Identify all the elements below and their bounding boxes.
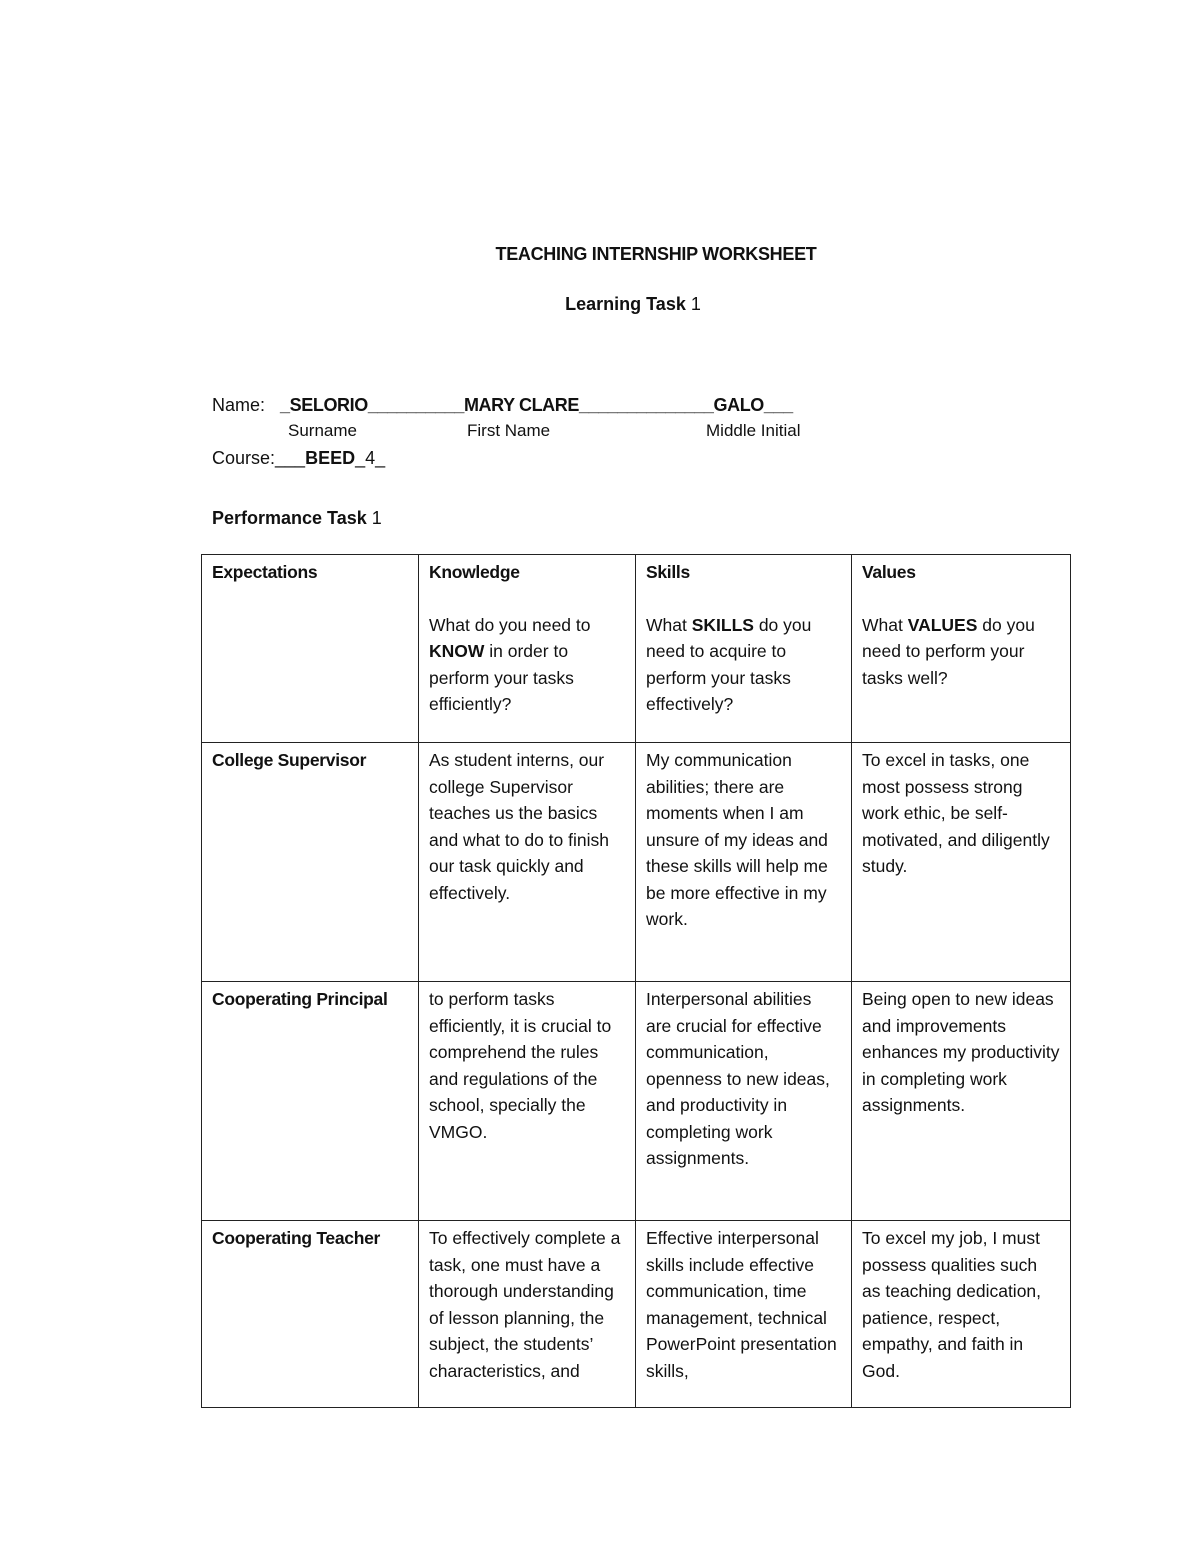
skills-header: Skills: [646, 562, 690, 582]
header-cell-values: [852, 555, 1071, 743]
performance-task-heading: [212, 508, 382, 529]
table-row: [202, 982, 1071, 1221]
course-value-suffix: _4_: [355, 448, 386, 468]
name-label: Name:: [212, 395, 281, 415]
header-cell-knowledge: [419, 555, 636, 743]
role-college-supervisor: College Supervisor: [202, 743, 419, 982]
performance-task-label: Performance Task: [212, 508, 367, 528]
role-cooperating-principal: Cooperating Principal: [202, 982, 419, 1221]
skills-cell: My communication abilities; there are moments when I am unsure of my ideas and these skills will help me be more effective in my work.: [636, 743, 852, 982]
values-prompt: [862, 615, 1035, 688]
skills-cell: Interpersonal abilities are crucial for effective communication, openness to new ideas, and productivity in completing work assignments.: [636, 982, 852, 1221]
expectations-header: Expectations: [212, 562, 318, 582]
knowledge-cell: To effectively complete a task, one must have a thorough understanding of lesson planning, the subject, the students’ characteristics, and: [419, 1221, 636, 1408]
name-value: _SELORIO__________MARY CLARE______________GALO___: [280, 395, 793, 415]
course-line: [212, 448, 385, 469]
skills-prompt-post: do you need to acquire to perform your tasks effectively?: [646, 614, 812, 714]
worksheet-title: TEACHING INTERNSHIP WORKSHEET: [495, 244, 817, 264]
skills-prompt-key: SKILLS: [691, 614, 754, 635]
knowledge-prompt: [429, 615, 591, 715]
course-label: Course:: [212, 448, 276, 468]
performance-task-number: 1: [366, 508, 382, 528]
expectations-table: [201, 554, 1071, 1408]
name-line: [212, 395, 793, 416]
table-row: [202, 1221, 1071, 1408]
first-name-caption: First Name: [467, 421, 551, 440]
course-value: BEED: [305, 448, 356, 468]
knowledge-cell: As student interns, our college Supervisor teaches us the basics and what to do to finish our task quickly and effectively.: [419, 743, 636, 982]
values-prompt-pre: What: [862, 614, 908, 635]
values-cell: To excel in tasks, one most possess strong work ethic, be self-motivated, and diligently study.: [852, 743, 1071, 982]
table-header-row: [202, 555, 1071, 743]
values-prompt-post: do you need to perform your tasks well?: [862, 614, 1035, 688]
table-row: [202, 743, 1071, 982]
skills-cell: Effective interpersonal skills include effective communication, time management, technical PowerPoint presentation skills,: [636, 1221, 852, 1408]
values-cell: Being open to new ideas and improvements enhances my productivity in completing work assignments.: [852, 982, 1071, 1221]
surname-caption: Surname: [288, 421, 357, 440]
role-cooperating-teacher: Cooperating Teacher: [202, 1221, 419, 1408]
knowledge-prompt-post: in order to perform your tasks efficiently?: [429, 641, 574, 714]
skills-prompt-pre: What: [646, 614, 692, 635]
values-cell: To excel my job, I must possess qualities such as teaching dedication, patience, respect, empathy, and faith in God.: [852, 1221, 1071, 1408]
learning-task-number: 1: [685, 294, 701, 314]
learning-task-label: Learning Task: [565, 294, 686, 314]
knowledge-prompt-pre: What do you need to: [429, 614, 591, 635]
knowledge-cell: to perform tasks efficiently, it is crucial to comprehend the rules and regulations of the school, specially the VMGO.: [419, 982, 636, 1221]
middle-initial-caption: Middle Initial: [706, 421, 801, 440]
course-value-prefix: ___: [275, 448, 306, 468]
learning-task-heading: [0, 294, 1200, 315]
knowledge-prompt-key: KNOW: [429, 641, 485, 661]
header-cell-skills: [636, 555, 852, 743]
knowledge-header: Knowledge: [429, 562, 520, 582]
header-cell-expectations: [202, 555, 419, 743]
skills-prompt: [646, 615, 811, 715]
values-header: Values: [862, 562, 916, 582]
values-prompt-key: VALUES: [907, 614, 978, 635]
